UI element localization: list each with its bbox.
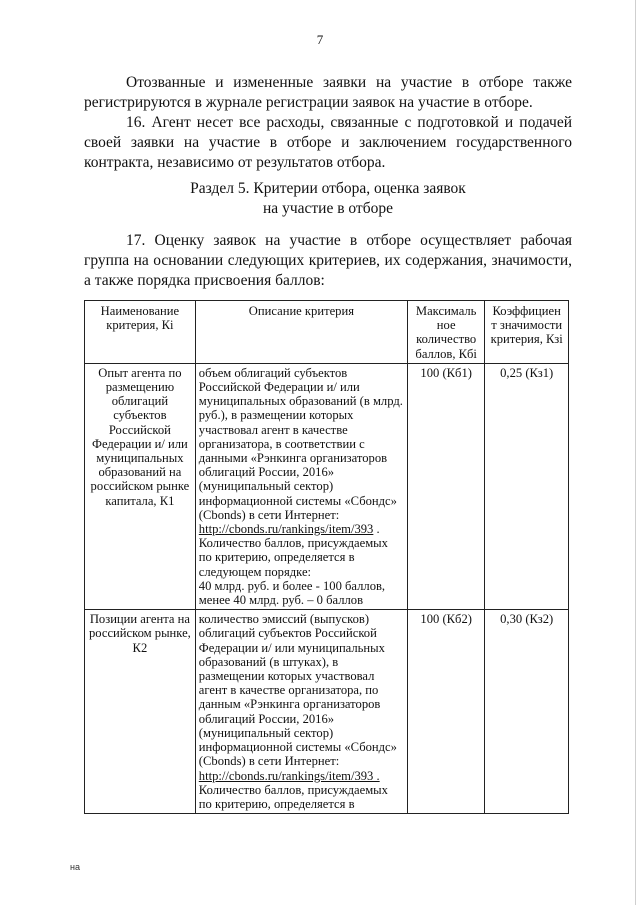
section-heading — [84, 179, 572, 219]
paragraph-16 — [84, 113, 572, 173]
criteria-table — [84, 300, 569, 814]
cbonds-link[interactable]: http://cbonds.ru/rankings/item/393 . — [198, 768, 380, 783]
weight-coefficient: 0,30 (Кз2) — [485, 610, 569, 814]
weight-coefficient: 0,25 (Кз1) — [485, 363, 569, 609]
description-text: . Количество баллов, присуждаемых по критерию, определяется в следующем порядке: — [198, 522, 388, 579]
paragraph-text: Отозванные и измененные заявки на участие в отборе также регистрируются в журнале регистрации заявок на участие в отборе. — [84, 74, 572, 111]
paragraph-withdrawn-applications — [84, 73, 572, 113]
criterion-name: Позиции агента на российском рынке, К2 — [85, 610, 196, 814]
header-criterion-description: Описание критерия — [195, 301, 407, 364]
section-heading-line2: на участие в отборе — [263, 200, 393, 217]
criterion-name: Опыт агента по размещению облигаций субъектов Российской Федерации и/ или муниципальных образований на российском рынке капитала, К1 — [85, 363, 196, 609]
description-text: объем облигаций субъектов Российской Федерации и/ или муниципальных образований (в млрд. руб.), в размещении которых участвовал агент в качестве организатора, в соответствии с данными «Рэнкинга организаторов облигаций России, 2016» (муниципальный сектор) информационной системы «Сбондс» (Cbonds) в сети Интернет: — [198, 365, 403, 522]
scoring-rule: менее 40 млрд. руб. – 0 баллов — [198, 593, 364, 608]
table-header-row — [85, 301, 569, 364]
section-heading-line1: Раздел 5. Критерии отбора, оценка заявок — [190, 180, 466, 197]
max-points: 100 (Кб2) — [408, 610, 485, 814]
cbonds-link[interactable]: http://cbonds.ru/rankings/item/393 — [198, 522, 374, 537]
description-text: количество эмиссий (выпусков) облигаций субъектов Российской Федерации и/ или муниципальных образований (в штуках), в размещении которых участвовал агент в качестве организатора, по данным «Рэнкинга организаторов облигаций России, 2016» (муниципальный сектор) информационной системы «Сбондс» (Cbonds) в сети Интернет: — [198, 612, 397, 769]
header-weight-coefficient: Коэффициен т значимости критерия, Кзі — [485, 301, 569, 364]
paragraph-17 — [84, 231, 572, 291]
table-row — [85, 363, 569, 609]
footer-mark: на — [70, 862, 80, 872]
paragraph-text: 17. Оценку заявок на участие в отборе осуществляет рабочая группа на основании следующих критериев, их содержания, значимости, а также порядка присвоения баллов: — [84, 232, 572, 289]
criterion-description — [195, 610, 407, 814]
page-number: 7 — [316, 32, 324, 47]
max-points: 100 (Кб1) — [408, 363, 485, 609]
scan-edge — [635, 0, 636, 905]
criterion-description — [195, 363, 407, 609]
scoring-rule: 40 млрд. руб. и более - 100 баллов, — [198, 578, 386, 593]
header-criterion-name: Наименование критерия, Кі — [85, 301, 196, 364]
header-max-points: Максималь ное количество баллов, Кбі — [408, 301, 485, 364]
table-row — [85, 610, 569, 814]
description-text: Количество баллов, присуждаемых по критерию, определяется в — [198, 782, 388, 811]
paragraph-text: 16. Агент несет все расходы, связанные с подготовкой и подачей своей заявки на участие в отборе и заключением государственного контракта, независимо от результатов отбора. — [84, 114, 572, 171]
